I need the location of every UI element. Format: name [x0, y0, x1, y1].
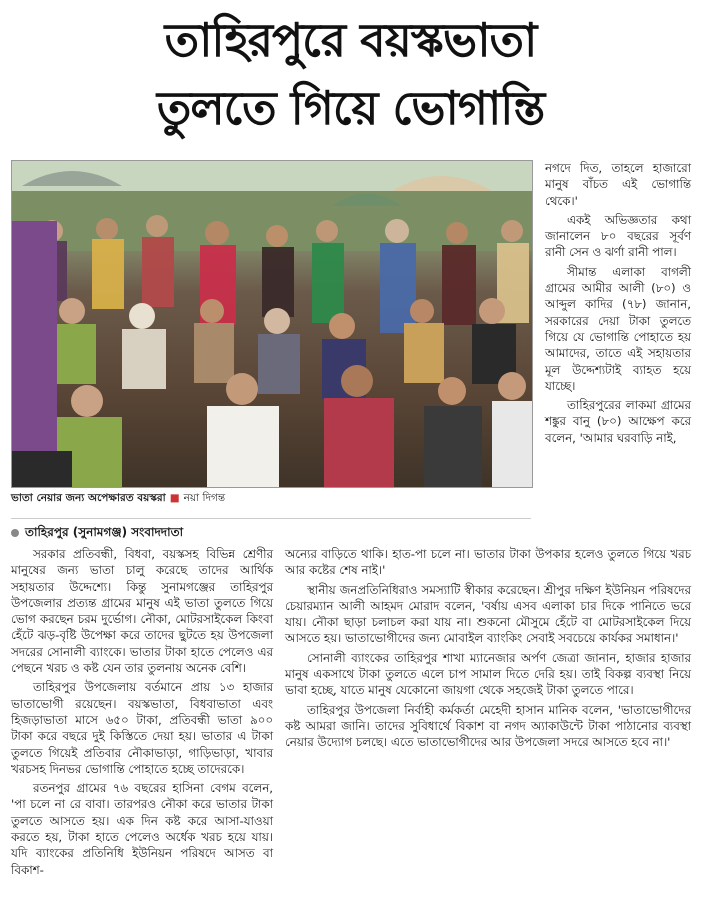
- paragraph: তাহিরপুরের লাকমা গ্রামের শঙ্কুর বানু (৮০) আক্ষেপ করে বলেন, 'আমার ঘরবাড়ি নাই,: [545, 398, 691, 445]
- caption-divider: [11, 518, 531, 519]
- paragraph: তাহিরপুর উপজেলায় বর্তমানে প্রায় ১৩ হাজার ভাতাভোগী রয়েছেন। বয়স্কভাতা, বিধবাভাতা এবং হিজড়াভাতা মাসে ৬৫০ টাকা, প্রতিবন্ধী ভাতা ৯০০ টাকা করে বছরে দুই কিস্তিতে দেয়া হয়। ভাতার এ টাকা তুলতে গিয়েই প্রতিবার নৌকাভাড়া, গাড়িভাড়া, খাবার খরচসহ দিনভর ভোগান্তি পোহাতে হচ্ছে তাদেরকে।: [11, 680, 273, 776]
- lower-right-column: [285, 546, 691, 754]
- paragraph: নগদে দিত, তাহলে হাজারো মানুষ বাঁচত এই ভোগান্তি থেকে।': [545, 161, 691, 208]
- right-column: [545, 160, 691, 449]
- crowd-photo-illustration: [12, 161, 532, 487]
- paragraph: সোনালী ব্যাংকের তাহিরপুর শাখা ম্যানেজার অর্পণ জেত্রা জানান, হাজার হাজার মানুষ একসাথে টাকা তুলতে এলে চাপ সামাল দিতে দেরি হয়। তাই বিকল্প ব্যবস্থা নিয়ে ভাবা হচ্ছে, যাতে মানুষ যেকোনো জায়গা থেকে সহজেই টাকা তুলতে পারে।: [285, 650, 691, 698]
- photo-caption-text: ভাতা নেয়ার জন্য অপেক্ষারত বয়স্করা: [11, 492, 166, 504]
- paragraph: স্থানীয় জনপ্রতিনিধিরাও সমস্যাটি স্বীকার করেছেন। শ্রীপুর দক্ষিণ ইউনিয়ন পরিষদের চেয়ারম্যান আলী আহমদ মোরাদ বলেন, 'বর্ষায় এসব এলাকা চার দিকে পানিতে ভরে যায়। নৌকা ছাড়া চলাচল করা যায় না। শুকনো মৌসুমে হেঁটে বা মোটরসাইকেল দিয়ে আসতে হয়। ভাতাভোগীদের জন্য মোবাইল ব্যাংকিং সেবাই সবচেয়ে কার্যকর সমাধান।': [285, 582, 691, 646]
- byline: [11, 524, 531, 540]
- byline-text: তাহিরপুর (সুনামগঞ্জ) সংবাদদাতা: [25, 525, 184, 539]
- photo-source: নয়া দিগন্ত: [183, 492, 226, 504]
- article-headline: [20, 6, 681, 142]
- left-column: [11, 546, 273, 881]
- paragraph: অন্যের বাড়িতে থাকি। হাত-পা চলে না। ভাতার টাকা উপকার হলেও তুলতে গিয়ে খরচ আর কষ্টের শেষ নাই।': [285, 547, 691, 578]
- paragraph: রতনপুর গ্রামের ৭৬ বছরের হাসিনা বেগম বলেন, 'পা চলে না রে বাবা। তারপরও নৌকা করে ভাতার টাকা তুলতে আসতে হয়। এক দিন কষ্ট করে আসা-যাওয়া করতে হয়, টাকা হাতে পেলেও অর্ধেক খরচ হয়ে যায়। যদি ব্যাংকের প্রতিনিধি ইউনিয়ন পরিষদে আসত বা বিকাশ-: [11, 781, 273, 877]
- news-photo: [11, 160, 533, 488]
- headline-line-1: তাহিরপুরে বয়স্কভাতা: [164, 13, 537, 67]
- paragraph: তাহিরপুর উপজেলা নির্বাহী কর্মকর্তা মেহেদী হাসান মানিক বলেন, 'ভাতাভোগীদের কষ্ট আমরা জানি। তাদের সুবিধার্থে বিকাশ বা নগদ অ্যাকাউন্টে টাকা পাঠানোর ব্যবস্থা নেয়ার উদ্যোগ চলছে। এতে ভাতাভোগীদের আর উপজেলা সদরে আসতে হবে না।': [285, 702, 691, 750]
- paragraph: সরকার প্রতিবন্ধী, বিধবা, বয়স্কসহ বিভিন্ন শ্রেণীর মানুষের জন্য ভাতা চালু করেছে তাদের আর্থিক সহায়তার উদ্দেশ্যে। কিন্তু সুনামগঞ্জের তাহিরপুর উপজেলার প্রত্যন্ত গ্রামের মানুষ এই ভাতা তুলতে গিয়ে ভোগ করছেন চরম দুর্ভোগ। নৌকা, মোটরসাইকেল কিংবা হেঁটে ঝড়-বৃষ্টি উপেক্ষা করে তাদের ছুটতে হয় উপজেলা সদরের সোনালী ব্যাংকে। ভাতার টাকা হাতে পেলেও এর পেছনে খরচ ও কষ্ট যেন তার তুলনায় অনেক বেশি।: [11, 547, 273, 676]
- photo-caption: [11, 491, 531, 505]
- caption-separator: ■: [169, 492, 180, 504]
- byline-bullet-icon: [11, 529, 19, 537]
- headline-line-2: তুলতে গিয়ে ভোগান্তি: [156, 81, 545, 135]
- paragraph: একই অভিজ্ঞতার কথা জানালেন ৮০ বছরের সূর্বণ রানী সেন ও ঝর্ণা রানী পাল।: [545, 212, 691, 260]
- paragraph: সীমান্ত এলাকা বাগলী গ্রামের আমীর আলী (৮০) ও আব্দুল কাদির (৭৮) জানান, সরকারের দেয়া টাকা তুলতে গিয়ে যে ভোগান্তি পোহাতে হয় আমাদের, তাতে এই সহায়তার মূল উদ্দেশ্যটাই ব্যাহত হয়ে যাচ্ছে।: [545, 264, 691, 393]
